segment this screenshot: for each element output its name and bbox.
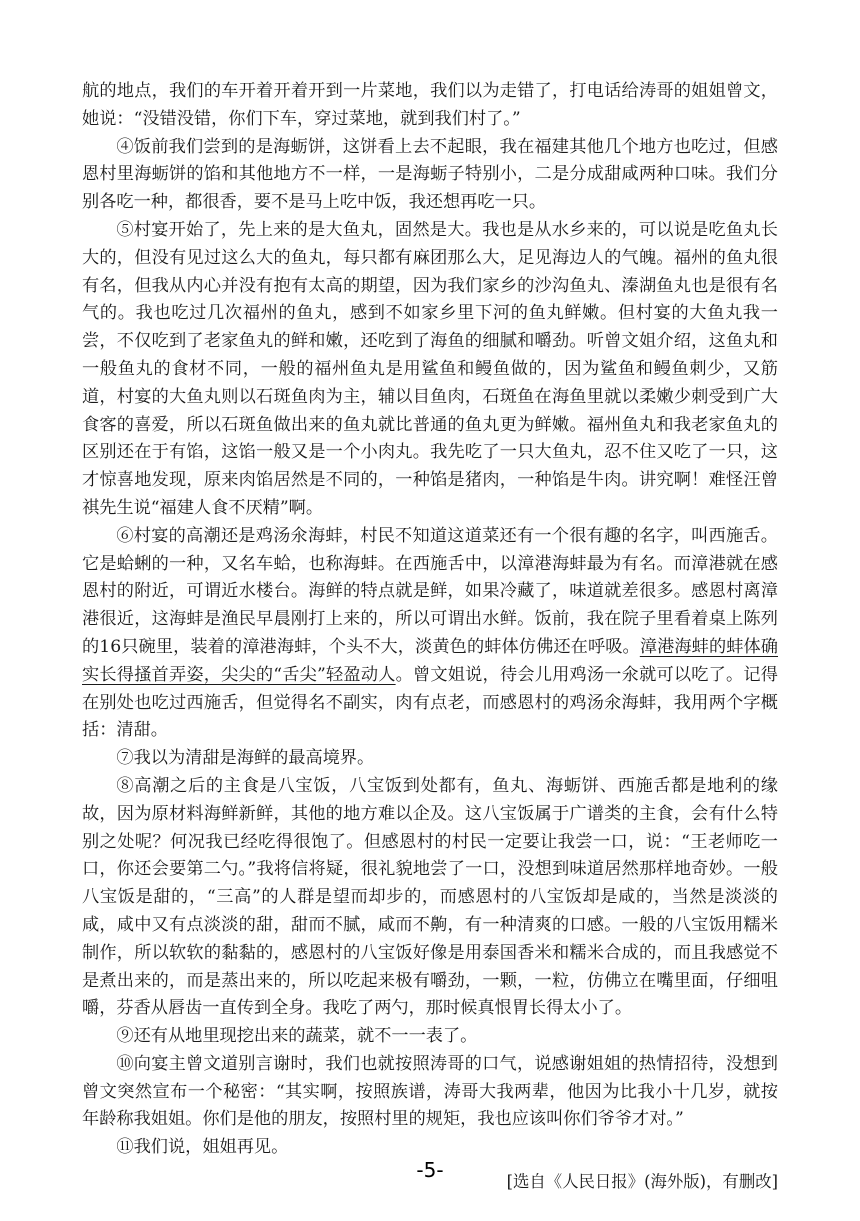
paragraph-11: ⑪我们说，姐姐再见。 bbox=[116, 1137, 289, 1158]
paragraph-9: ⑨还有从地里现挖出来的蔬菜，就不一一表了。 bbox=[116, 1026, 478, 1047]
paragraph-6-text-b: 。曾文姐说，待会儿用鸡汤一氽就可以吃了。记得在别处也吃过西施舌，但觉得名不副实，肉有点老，而感恩村的鸡汤氽海蚌，我用两个字概括：清甜。 bbox=[82, 664, 778, 741]
paragraph-6-text-a: ⑥村宴的高潮还是鸡汤氽海蚌，村民不知道这道菜还有一个很有趣的名字，叫西施舌。它是蛤蜊的一种，又名车蛤，也称海蚌。在西施舌中，以漳港海蚌最为有名。而漳港就在感恩村的附近，可谓近水楼台。海鲜的特点就是鲜，如果冷藏了，味道就差很多。感恩村离漳港很近，这海蚌是渔民早晨刚打上来的，所以可谓出水鲜。饭前，我在院子里看着桌上陈列的16只碗里，装着的漳港海蚌，个头不大，淡黄色的蚌体仿佛还在呼吸。 bbox=[82, 525, 778, 657]
paragraph-6 bbox=[82, 523, 778, 745]
paragraph-7: ⑦我以为清甜是海鲜的最高境界。 bbox=[116, 748, 375, 769]
paragraph-8: ⑧高潮之后的主食是八宝饭，八宝饭到处都有，鱼丸、海蛎饼、西施舌都是地利的缘故，因为原材料海鲜新鲜，其他的地方难以企及。这八宝饭属于广谱类的主食，会有什么特别之处呢？何况我已经吃得很饱了。但感恩村的村民一定要让我尝一口，说：“王老师吃一口，你还会要第二勺。”我将信将疑，很礼貌地尝了一口，没想到味道居然那样地奇妙。一般八宝饭是甜的，“三高”的人群是望而却步的，而感恩村的八宝饭却是咸的，当然是淡淡的咸，咸中又有点淡淡的甜，甜而不腻，咸而不齁，有一种清爽的口感。一般的八宝饭用糯米制作，所以软软的黏黏的，感恩村的八宝饭好像是用泰国香米和糯米合成的，而且我感觉不是煮出来的，而是蒸出来的，所以吃起来极有嚼劲，一颗，一粒，仿佛立在嘴里面，仔细咀嚼，芬香从唇齿一直传到全身。我吃了两勺，那时候真恨胃长得太小了。 bbox=[82, 775, 778, 1019]
paragraph-5: ⑤村宴开始了，先上来的是大鱼丸，固然是大。我也是从水乡来的，可以说是吃鱼丸长大的，但没有见过这么大的鱼丸，每只都有麻团那么大，足见海边人的气魄。福州的鱼丸很有名，但我从内心并没有抱有太高的期望，因为我们家乡的沙沟鱼丸、溱湖鱼丸也是很有名气的。我也吃过几次福州的鱼丸，感到不如家乡里下河的鱼丸鲜嫩。但村宴的大鱼丸我一尝，不仅吃到了老家鱼丸的鲜和嫩，还吃到了海鱼的细腻和嚼劲。听曾文姐介绍，这鱼丸和一般鱼丸的食材不同，一般的福州鱼丸是用鲨鱼和鳗鱼做的，因为鲨鱼和鳗鱼刺少，又筋道，村宴的大鱼丸则以石斑鱼肉为主，辅以目鱼肉，石斑鱼在海鱼里就以柔嫩少刺受到广大食客的喜爱，所以石斑鱼做出来的鱼丸就比普通的鱼丸更为鲜嫩。福州鱼丸和我老家鱼丸的区别还在于有馅，这馅一般又是一个小肉丸。我先吃了一只大鱼丸，忍不住又吃了一只，这才惊喜地发现，原来肉馅居然是不同的，一种馅是猪肉，一种馅是牛肉。讲究啊！难怪汪曾祺先生说“福建人食不厌精”啊。 bbox=[82, 219, 778, 518]
page-number: -5- bbox=[416, 1158, 444, 1182]
paragraph-3-continued: 航的地点，我们的车开着开着开到一片菜地，我们以为走错了，打电话给涛哥的姐姐曾文，她说：“没错没错，你们下车，穿过菜地，就到我们村了。” bbox=[82, 81, 778, 129]
paragraph-10: ⑩向宴主曾文道别言谢时，我们也就按照涛哥的口气，说感谢姐姐的热情招待，没想到曾文突然宣布一个秘密：“其实啊，按照族谱，涛哥大我两辈，他因为比我小十几岁，就按年龄称我姐姐。你们是他的朋友，按照村里的规矩，我也应该叫你们爷爷才对。” bbox=[82, 1053, 778, 1130]
underlined-sentence: 漳港海蚌的蚌体确实长得搔首弄姿，尖尖的“舌尖”轻盈动人 bbox=[82, 636, 778, 685]
paragraph-4: ④饭前我们尝到的是海蛎饼，这饼看上去不起眼，我在福建其他几个地方也吃过，但感恩村里海蛎饼的馅和其他地方不一样，一是海蛎子特别小，二是分成甜咸两种口味。我们分别各吃一种，都很香，要不是马上吃中饭，我还想再吃一只。 bbox=[82, 136, 778, 213]
source-citation: [选自《人民日报》(海外版)，有删改] bbox=[506, 1172, 778, 1192]
